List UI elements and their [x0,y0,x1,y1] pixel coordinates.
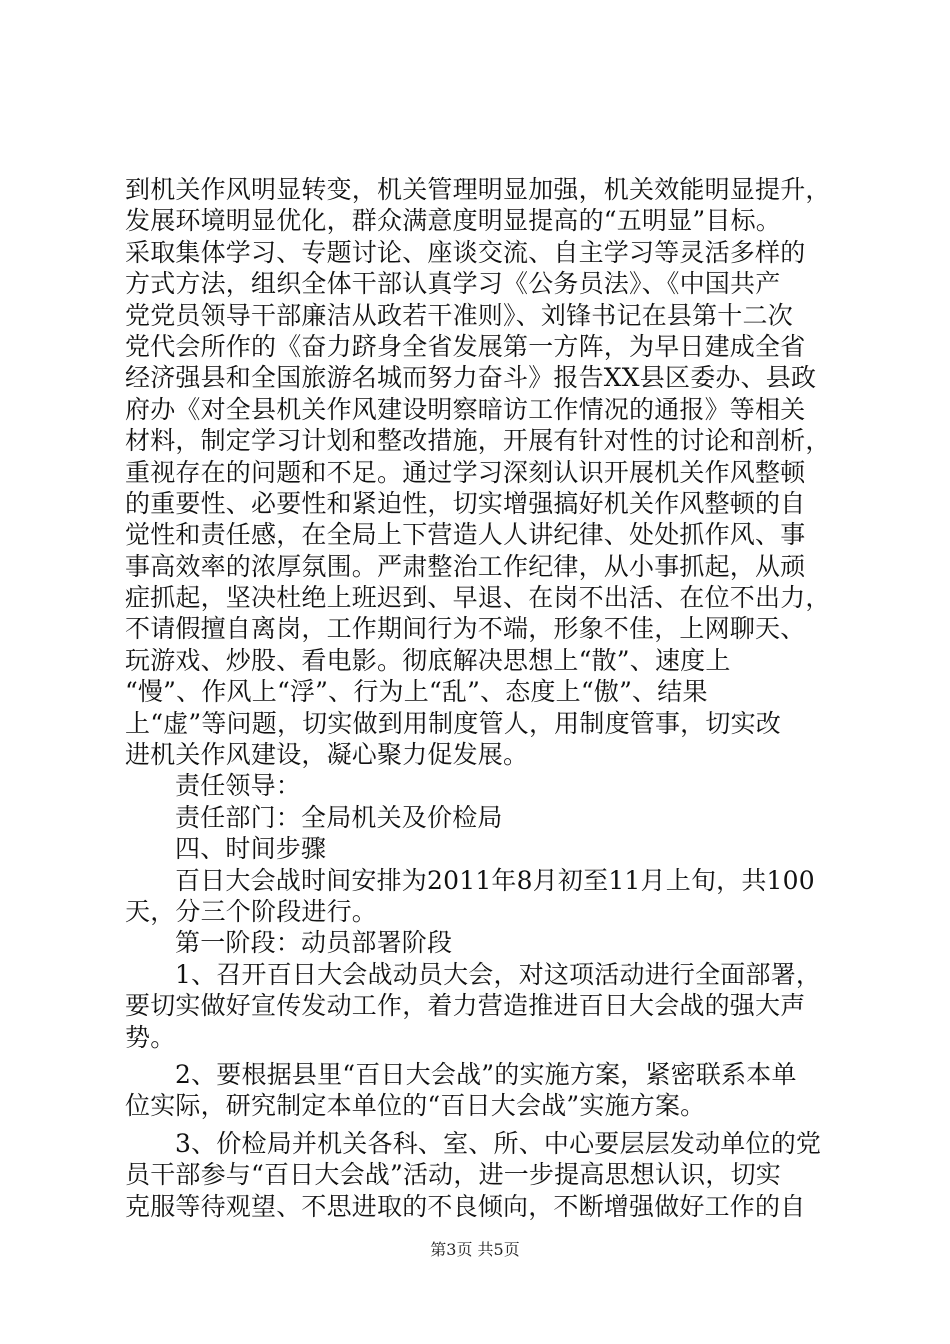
body-line: 采取集体学习、专题讨论、座谈交流、自主学习等灵活多样的 [125,237,806,267]
list-item-line: 位实际，研究制定本单位的“百日大会战”实施方案。 [125,1091,706,1121]
responsible-department-line: 责任部门：全局机关及价检局 [175,802,503,832]
body-line: “慢”、作风上“浮”、行为上“乱”、态度上“傲”、结果 [125,677,708,707]
body-line: 到机关作风明显转变，机关管理明显加强，机关效能明显提升， [125,175,831,204]
body-line: 玩游戏、炒股、看电影。彻底解决思想上“散”、速度上 [125,645,731,675]
body-line: 不请假擅自离岗，工作期间行为不端，形象不佳，上网聊天、 [125,614,806,644]
phase-heading: 第一阶段：动员部署阶段 [175,928,453,958]
list-item-line: 2、要根据县里“百日大会战”的实施方案，紧密联系本单 [175,1059,797,1089]
body-line: 症抓起，坚决杜绝上班迟到、早退、在岗不出活、在位不出力， [125,583,831,613]
list-item-line: 员干部参与“百日大会战”活动，进一步提高思想认识，切实 [125,1160,781,1190]
body-line: 进机关作风建设，凝心聚力促发展。 [125,740,529,770]
section-heading: 四、时间步骤 [175,834,327,864]
list-item-line: 势。 [125,1022,176,1052]
responsible-leader-line: 责任领导： [175,771,302,801]
body-line: 觉性和责任感，在全局上下营造人人讲纪律、处处抓作风、事 [125,520,806,550]
page-number-footer: 第3页 共5页 [430,1240,520,1259]
body-line: 百日大会战时间安排为2011年8月初至11月上旬，共100 [175,865,815,895]
body-line: 经济强县和全国旅游名城而努力奋斗》报告XX县区委办、县政 [125,363,817,393]
body-line: 重视存在的问题和不足。通过学习深刻认识开展机关作风整顿 [125,457,806,487]
body-line: 发展环境明显优化，群众满意度明显提高的“五明显”目标。 [125,206,781,236]
document-body [125,174,831,1222]
body-line: 府办《对全县机关作风建设明察暗访工作情况的通报》等相关 [125,394,806,424]
list-item-line: 1、召开百日大会战动员大会，对这项活动进行全面部署， [175,959,822,989]
body-line: 事高效率的浓厚氛围。严肃整治工作纪律，从小事抓起，从顽 [125,551,806,581]
body-line: 上“虚”等问题，切实做到用制度管人，用制度管事，切实改 [125,708,781,738]
list-item-line: 要切实做好宣传发动工作，着力营造推进百日大会战的强大声 [125,991,806,1021]
body-line: 方式方法，组织全体干部认真学习《公务员法》、《中国共产 [125,269,781,299]
body-line: 党党员领导干部廉洁从政若干准则》、刘锋书记在县第十二次 [125,300,793,330]
body-line: 的重要性、必要性和紧迫性，切实增强搞好机关作风整顿的自 [125,488,806,518]
body-line: 材料，制定学习计划和整改措施，开展有针对性的讨论和剖析， [125,426,831,456]
list-item-line: 克服等待观望、不思进取的不良倾向，不断增强做好工作的自 [125,1191,806,1221]
body-line: 党代会所作的《奋力跻身全省发展第一方阵，为早日建成全省 [125,331,806,361]
list-item-line: 3、价检局并机关各科、室、所、中心要层层发动单位的党 [175,1128,822,1158]
body-line: 天，分三个阶段进行。 [125,896,378,926]
